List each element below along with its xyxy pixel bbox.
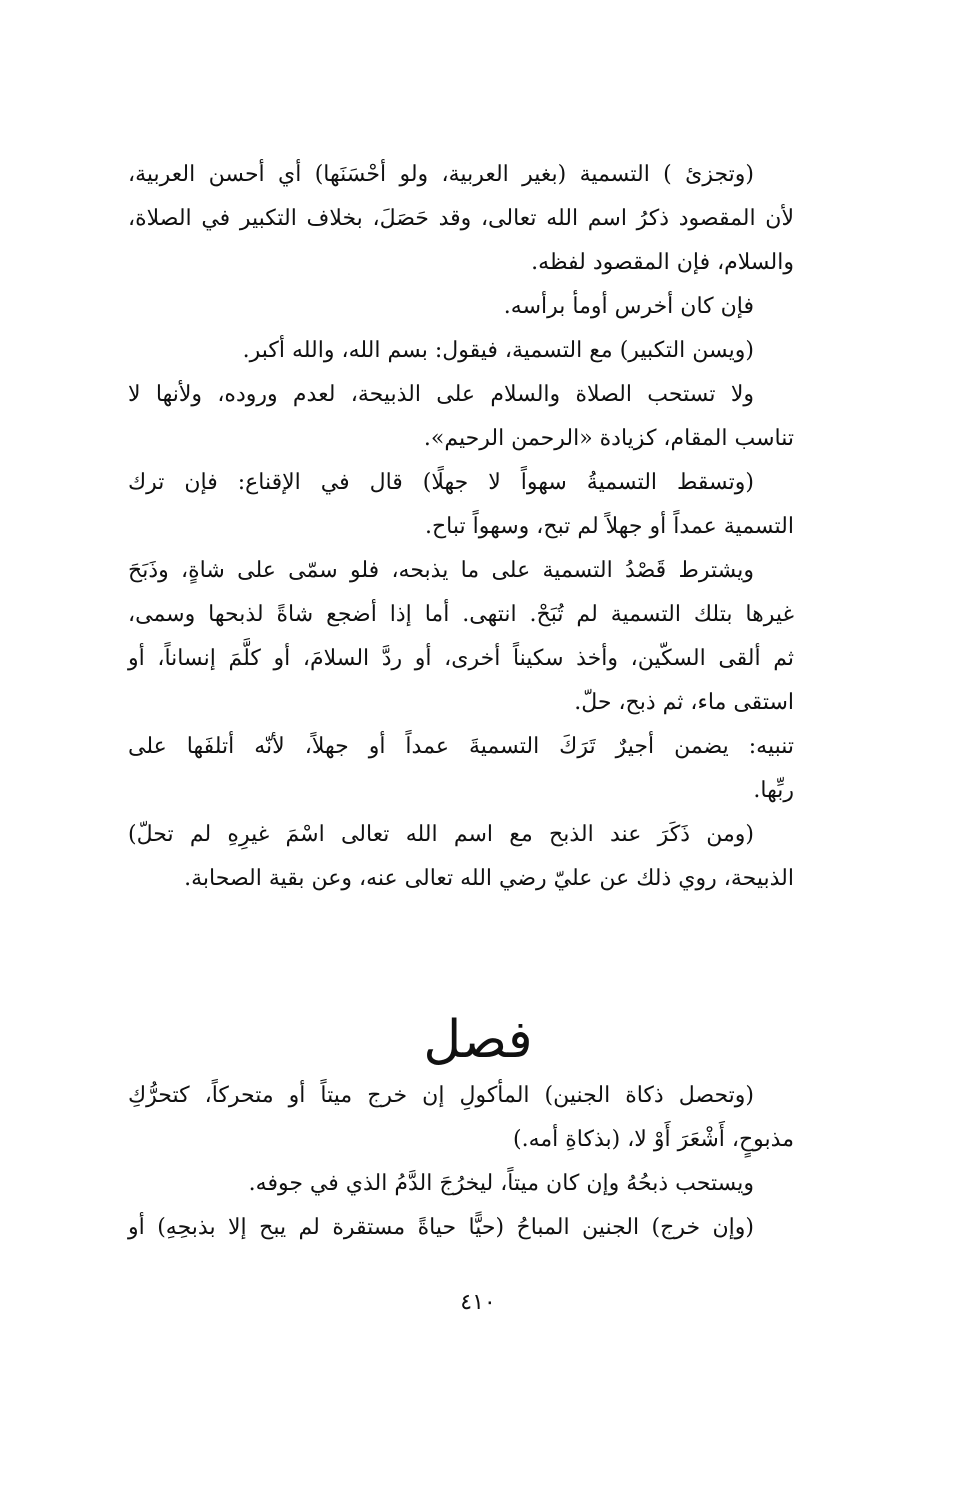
- text-line: لأن المقصود ذكرُ اسم الله تعالى، وقد حَصَلَ، بخلاف التكبير في الصلاة،: [128, 206, 794, 231]
- text-line: التسمية عمداً أو جهلاً لم تبح، وسهواً تباح.: [424, 514, 794, 539]
- text-line: غيرها بتلك التسمية لم تُبَحْ. انتهى. أما إذا أضجع شاةً لذبحها وسمى،: [128, 602, 794, 627]
- text-line: ويشترط قَصْدُ التسمية على ما يذبحه، فلو سمّى على شاةٍ، وذَبَحَ: [128, 558, 754, 583]
- text-line: الذبيحة، روي ذلك عن عليّ رضي الله تعالى عنه، وعن بقية الصحابة.: [184, 866, 794, 891]
- text-line: استقى ماء، ثم ذبح، حلّ.: [574, 690, 794, 715]
- text-line: (وإن خرج) الجنين المباحُ (حيًّا حياةً مستقرة لم يبح إلا بذبحِهِ) أو: [128, 1215, 754, 1240]
- text-line: والسلام، فإن المقصود لفظه.: [531, 250, 794, 275]
- page-number: ٤١٠: [460, 1290, 496, 1315]
- text-line: ثم ألقى السكّين، وأخذ سكيناً أخرى، أو ردَّ السلامَ، أو كلَّمَ إنساناً، أو: [128, 646, 794, 671]
- text-line: ربِّها.: [753, 778, 794, 803]
- section-heading: فصل: [423, 1010, 533, 1070]
- text-line: فإن كان أخرس أومأ برأسه.: [503, 294, 754, 319]
- text-line: (وتحصل ذكاة الجنين) المأكولِ إن خرج ميتاً أو متحركاً، كتحرُّكِ: [128, 1083, 754, 1108]
- main-text-block: [128, 153, 794, 901]
- text-line: تناسب المقام، كزيادة «الرحمن الرحيم».: [423, 426, 794, 451]
- text-line: (وتجزئ ) التسمية (بغير العربية، ولو أحْسَنَها) أي أحسن العربية،: [128, 162, 754, 187]
- section-text-block: [128, 1074, 794, 1250]
- text-line: ويستحب ذبحُهُ وإن كان ميتاً، ليخرُجَ الدَّمُ الذي في جوفه.: [248, 1171, 754, 1196]
- text-line: تنبيه: يضمن أجيرٌ تَرَكَ التسميةَ عمداً أو جهلاً، لأنّه أتلفَها على: [128, 734, 794, 759]
- text-line: ولا تستحب الصلاة والسلام على الذبيحة، لعدم وروده، ولأنها لا: [128, 382, 754, 407]
- text-line: (ويسن التكبير) مع التسمية، فيقول: بسم الله، والله أكبر.: [242, 338, 754, 363]
- text-line: (وتسقط التسميةُ سهواً لا جهلًا) قال في الإقناع: فإن ترك: [128, 470, 754, 495]
- text-line: مذبوحٍ، أَشْعَرَ أَوْ لا، (بذكاةِ أمه.): [513, 1127, 794, 1152]
- text-line: (ومن ذَكَرَ عند الذبح مع اسم الله تعالى اسْمَ غيرِهِ لم تحلّ): [128, 822, 754, 847]
